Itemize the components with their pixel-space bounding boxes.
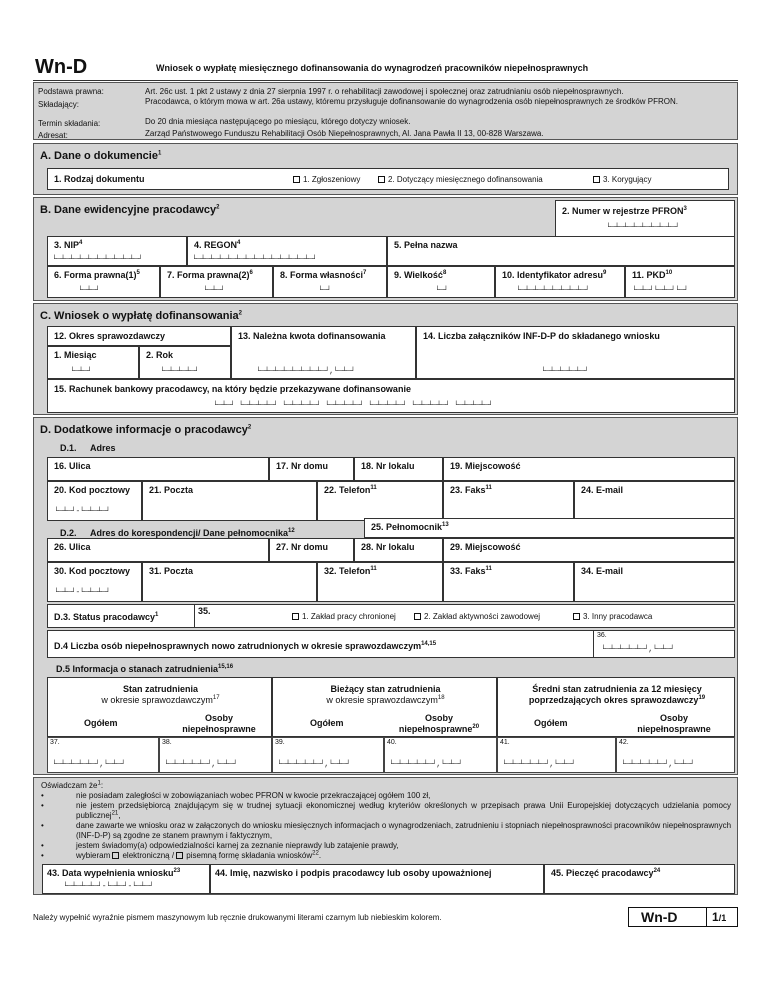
checkbox[interactable] [292,613,299,620]
status-field-number: 35. [198,606,211,616]
declaration-section [33,777,738,895]
section-c-title: C. Wniosek o wypłatę dofinansowania$^2$ [40,310,242,322]
emp-col2-title: Bieżący stan zatrudnienia [330,684,441,694]
form-code: Wn-D [35,56,88,78]
declaration-intro: Oświadczam $że^1$: [41,780,104,790]
bullet-1-dot: • [41,791,44,800]
form-title: Wniosek o wypłatę miesięcznego dofinansowania do wynagrodzeń pracowników niepełnosprawnych [156,63,589,73]
house-number-box[interactable] [269,457,354,481]
month-box [47,346,139,379]
full-name-label: 5. Pełna nazwa [394,240,458,250]
nip-input[interactable]: └─┴─┴─┴─┴─┴─┴─┴─┴─┴─┘ [52,255,143,264]
year-label: 2. Rok [146,350,174,360]
corr-phone-box[interactable] [317,562,443,602]
new-employees-number: 36. [597,632,607,639]
period-box [47,326,231,346]
address-id-label: 10. Identyfikator adresu$^9$ [502,270,607,280]
apartment-box[interactable] [354,457,443,481]
city-label: 19. Miejscowość [450,461,521,471]
option-registration[interactable]: 1. Zgłoszeniowy [293,175,360,185]
emp-total-label-2: Ogółem [310,718,344,728]
section-d-title: D. Dodatkowe informacje o pracodawcy$^2$ [40,424,252,436]
nip-box [47,236,187,266]
corr-city-label: 29. Miejscowość [450,542,521,552]
field-38-input[interactable]: └─┴─┴─┴─┴─┘,└─┴─┘ [164,760,238,769]
section-a [33,143,738,195]
employment-title: D.5 Informacja o stanach zatrudnienia$^{15,16}$ [56,664,234,674]
corr-city-box[interactable] [443,538,735,562]
fill-date-label: 43. Data wypełnienia wniosku$^{23}$ [47,868,181,878]
field-37-number: 37. [50,739,60,746]
legal-form2-box [160,266,273,298]
legal-form1-box [47,266,160,298]
legal-form2-input[interactable]: └─┴─┘ [203,286,225,295]
fill-date-box [42,864,210,894]
post-office-box[interactable] [142,481,317,521]
signature-label: 44. Imię, nazwisko i podpis pracodawcy lub osoby upoważnionej [215,868,492,878]
submitter-value: Pracodawca, o którym mowa w art. 26a ustawy, któremu przysługuje dofinansowanie do wynagrodzenia osób niepełnosprawnych ze środków PFRON. [145,97,678,106]
bullet-5-dot: • [41,851,44,860]
section-d [33,417,738,775]
bank-account-input[interactable]: └─┴─┘ └─┴─┴─┴─┘ └─┴─┴─┴─┘ └─┴─┴─┴─┘ └─┴─┴─┴─┘ └─┴─┴─┴─┘ └─┴─┴─┴─┘ [213,401,493,410]
emp-col1-title: Stan zatrudnienia [122,684,198,694]
corr-post-office-label: 31. Poczta [149,566,194,576]
ownership-label: 8. Forma własności$^7$ [280,270,367,280]
pfron-number-input[interactable]: └─┴─┴─┴─┴─┴─┴─┴─┘ [606,223,680,232]
emp-disabled-label-3: Osoby niepełnosprawne [637,713,711,734]
postal-code-box [47,481,142,521]
ownership-box [273,266,387,298]
pfron-number-box [555,200,735,237]
declaration-item-1: nie posiadam zaległości w zobowiązaniach wobec PFRON w kwocie przekraczającej ogółem 100 zł, [76,791,431,800]
status-divider [194,604,195,628]
declaration-item-4: jestem świadomy(a) odpowiedzialności karnej za zeznanie nieprawdy lub zatajenie prawdy, [76,841,399,850]
legal-basis-value: Art. 26c ust. 1 pkt 2 ustawy z dnia 27 sierpnia 1997 r. o rehabilitacji zawodowej i społecznej oraz zatrudnianiu osób niepełnosprawnych. [145,87,624,96]
pfron-number-label: 2. Numer w rejestrze PFRON$^3$ [562,206,687,216]
section-b-title: B. Dane ewidencyjne pracodawcy$^2$ [40,204,220,216]
full-name-box[interactable] [387,236,735,266]
emp-total-label-3: Ogółem [534,718,568,728]
email-box[interactable] [574,481,735,521]
checkbox[interactable] [593,176,600,183]
street-label: 16. Ulica [54,461,91,471]
emp-col1-subtitle: w okresie sprawozdawczym$^{17}$ [101,695,220,705]
attachments-input[interactable]: └─┴─┴─┴─┴─┘ [541,367,589,376]
status-option-activity[interactable]: 2. Zakład aktywności zawodowej [414,612,540,622]
field-41-number: 41. [500,739,510,746]
stamp-box[interactable] [544,864,735,894]
new-employees-input[interactable]: └─┴─┴─┴─┴─┘,└─┴─┘ [601,645,675,654]
field-37-input[interactable]: └─┴─┴─┴─┴─┘,└─┴─┘ [52,760,126,769]
ownership-input[interactable]: └─┘ [318,286,331,295]
emp-col3-title: Średni stan zatrudnienia za 12 miesięcy [532,684,702,694]
field-40-number: 40. [387,739,397,746]
field-42-number: 42. [619,739,629,746]
new-employees-box [47,630,735,658]
amount-input[interactable]: └─┴─┴─┴─┴─┴─┴─┴─┘,└─┴─┘ [256,367,355,376]
corr-house-box[interactable] [269,538,354,562]
corr-house-label: 27. Nr domu [276,542,329,552]
field-37[interactable] [47,737,159,773]
emp-col3-subtitle: poprzedzających okres sprawozdawczy$^{19}$ [528,695,706,705]
amount-box [231,326,416,379]
year-box [139,346,231,379]
legal-basis-label: Podstawa prawna: [38,87,104,96]
footer-note: Należy wypełnić wyraźnie pismem maszynowym lub ręcznie drukowanymi literami czarnym lub niebieskim kolorem. [33,913,442,922]
declaration-item-2: nie jestem przedsiębiorcą znajdującym się w trudnej sytuacji ekonomicznej według kryteriów określonych w przepisach prawa Unii Europejskiej dotyczących udzielania pomocy publicznej$^{21}$, [76,801,731,820]
regon-label: 4. REGON$^4$ [194,240,241,250]
new-employees-label: D.4 Liczba osób niepełnosprawnych nowo zatrudnionych w okresie sprawozdawczym$^{14,15}$ [54,641,437,651]
field-38[interactable] [159,737,272,773]
postal-code-label: 20. Kod pocztowy [54,485,131,495]
month-input[interactable]: └─┴─┘ [70,367,92,376]
postal-code-input[interactable]: └─┴─┘-└─┴─┴─┘ [54,507,110,516]
pkd-input[interactable]: └─┴─┘└─┴─┘└─┘ [632,286,688,295]
option-correction[interactable]: 3. Korygujący [593,175,651,185]
d2-number: D.2. [60,528,77,538]
legal-form2-label: 7. Forma $prawna(2)^6$ [167,270,253,280]
fill-date-input[interactable]: └─┴─┴─┴─┘-└─┴─┘-└─┴─┘ [63,882,154,891]
corr-apartment-box[interactable] [354,538,443,562]
post-office-label: 21. Poczta [149,485,194,495]
section-a-title: A. Dane o dokumencie$^1$ [40,150,162,162]
amount-label: 13. Należna kwota dofinansowania [238,331,386,341]
footer-page: 1/1 [712,910,727,924]
document-type-box [47,168,729,190]
declaration-item-5: wybieram elektroniczną / pisemną formę składania wniosków$^{22}$. [76,850,322,860]
addressee-value: Zarząd Państwowego Funduszu Rehabilitacji Osób Niepełnosprawnych, Al. Jana Pawła II 13, 00-828 Warszawa. [145,129,544,138]
field-41[interactable] [497,737,616,773]
attachments-box [416,326,735,379]
fax-label: 23. Faks$^{11}$ [450,485,492,495]
attachments-label: 14. Liczba załączników INF-D-P do składanego wniosku [423,331,660,341]
field-38-number: 38. [162,739,172,746]
checkbox-paper[interactable] [176,852,183,859]
field-42-input[interactable]: └─┴─┴─┴─┴─┘,└─┴─┘ [621,760,695,769]
address-id-input[interactable]: └─┴─┴─┴─┴─┴─┴─┴─┘ [516,286,590,295]
d1-title: Adres [90,443,116,453]
document-type-label: 1. Rodzaj dokumentu [54,174,145,184]
footer-divider [706,908,707,926]
corr-apartment-label: 28. Nr lokalu [361,542,415,552]
addressee-label: Adresat: [38,131,68,140]
status-option-other[interactable]: 3. Inny pracodawca [573,612,652,622]
corr-post-office-box[interactable] [142,562,317,602]
pkd-box [625,266,735,298]
bank-account-label: 15. Rachunek bankowy pracodawcy, na który będzie przekazywane dofinansowanie [54,384,411,394]
corr-postal-label: 30. Kod pocztowy [54,566,131,576]
regon-input[interactable]: └─┴─┴─┴─┴─┴─┴─┴─┴─┴─┴─┴─┴─┴─┘ [192,255,317,264]
corr-postal-box [47,562,142,602]
field-39[interactable] [272,737,384,773]
year-input[interactable]: └─┴─┴─┴─┘ [160,367,199,376]
status-box [47,604,735,628]
corr-email-box[interactable] [574,562,735,602]
footer-code-box [628,907,738,927]
field-39-input[interactable]: └─┴─┴─┴─┴─┘,└─┴─┘ [277,760,351,769]
d2-title: Adres do korespondencji/ Dane pełnomocnika$^{12}$ [90,528,295,538]
stamp-label: 45. Pieczęć pracodawcy$^{24}$ [551,868,661,878]
corr-street-label: 26. Ulica [54,542,91,552]
fax-box[interactable] [443,481,574,521]
deadline-label: Termin składania: [38,119,101,128]
street-box[interactable] [47,457,269,481]
declaration-item-3: dane zawarte we wniosku oraz w załączonych do wniosku miesięcznych informacjach o wynagrodzeniach, zatrudnieniu i stopniach niepełnosprawności pracowników niepełnosprawnych (INF-D-P) są zgodne ze stanem prawnym i faktycznym, [76,821,732,840]
field-40[interactable] [384,737,497,773]
house-number-label: 17. Nr domu [276,461,329,471]
field-40-input[interactable]: └─┴─┴─┴─┴─┘,└─┴─┘ [389,760,463,769]
field-39-number: 39. [275,739,285,746]
checkbox[interactable] [573,613,580,620]
city-box[interactable] [443,457,735,481]
corr-phone-label: 32. Telefon$^{11}$ [324,566,377,576]
header-rule [33,80,738,81]
apartment-label: 18. Nr lokalu [361,461,415,471]
month-label: 1. Miesiąc [54,350,97,360]
legal-form1-label: 6. Forma $prawna(1)^5$ [54,270,140,280]
email-label: 24. E-mail [581,485,624,495]
field-41-input[interactable]: └─┴─┴─┴─┴─┘,└─┴─┘ [502,760,576,769]
size-label: 9. Wielkość$^8$ [394,270,447,280]
emp-disabled-label-2: Osoby niepełnosprawne$^{20}$ [398,713,480,734]
checkbox[interactable] [414,613,421,620]
section-c [33,303,738,415]
corr-fax-label: 33. Faks$^{11}$ [450,566,492,576]
d1-number: D.1. [60,443,77,453]
submitter-label: Składający: [38,100,79,109]
emp-col2-subtitle: w okresie sprawozdawczym$^{18}$ [326,695,445,705]
checkbox[interactable] [378,176,385,183]
option-monthly[interactable]: 2. Dotyczący miesięcznego dofinansowania [378,175,543,185]
bank-account-box [47,379,735,413]
status-label: D.3. Status pracodawcy$^1$ [54,612,159,622]
period-label: 12. Okres sprawozdawczy [54,331,166,341]
new-employees-divider [593,630,594,658]
signature-box[interactable] [210,864,544,894]
size-box [387,266,495,298]
nip-label: 3. NIP$^4$ [54,240,83,250]
emp-disabled-label-1: Osoby niepełnosprawne [182,713,256,734]
emp-total-label-1: Ogółem [84,718,118,728]
attorney-box[interactable] [364,518,735,538]
corr-email-label: 34. E-mail [581,566,624,576]
checkbox[interactable] [293,176,300,183]
corr-street-box[interactable] [47,538,269,562]
pkd-label: 11. PKD$^{10}$ [632,270,673,280]
regon-box [187,236,387,266]
address-id-box [495,266,625,298]
status-option-protected[interactable]: 1. Zakład pracy chronionej [292,612,396,622]
attorney-label: 25. Pełnomocnik$^{13}$ [371,522,449,532]
phone-box[interactable] [317,481,443,521]
field-42[interactable] [616,737,735,773]
checkbox-electronic[interactable] [112,852,119,859]
section-b [33,197,738,301]
header-info-panel [33,82,738,140]
bullet-4-dot: • [41,841,44,850]
bullet-2-dot: • [41,801,44,810]
phone-label: 22. Telefon$^{11}$ [324,485,377,495]
deadline-value: Do 20 dnia miesiąca następującego po miesiącu, którego dotyczy wniosek. [145,117,411,126]
corr-fax-box[interactable] [443,562,574,602]
legal-form1-input[interactable]: └─┴─┘ [78,286,100,295]
corr-postal-input[interactable]: └─┴─┘-└─┴─┴─┘ [54,588,110,597]
bullet-3-dot: • [41,821,44,830]
footer-code: Wn-D [641,909,678,925]
size-input[interactable]: └─┘ [435,286,448,295]
